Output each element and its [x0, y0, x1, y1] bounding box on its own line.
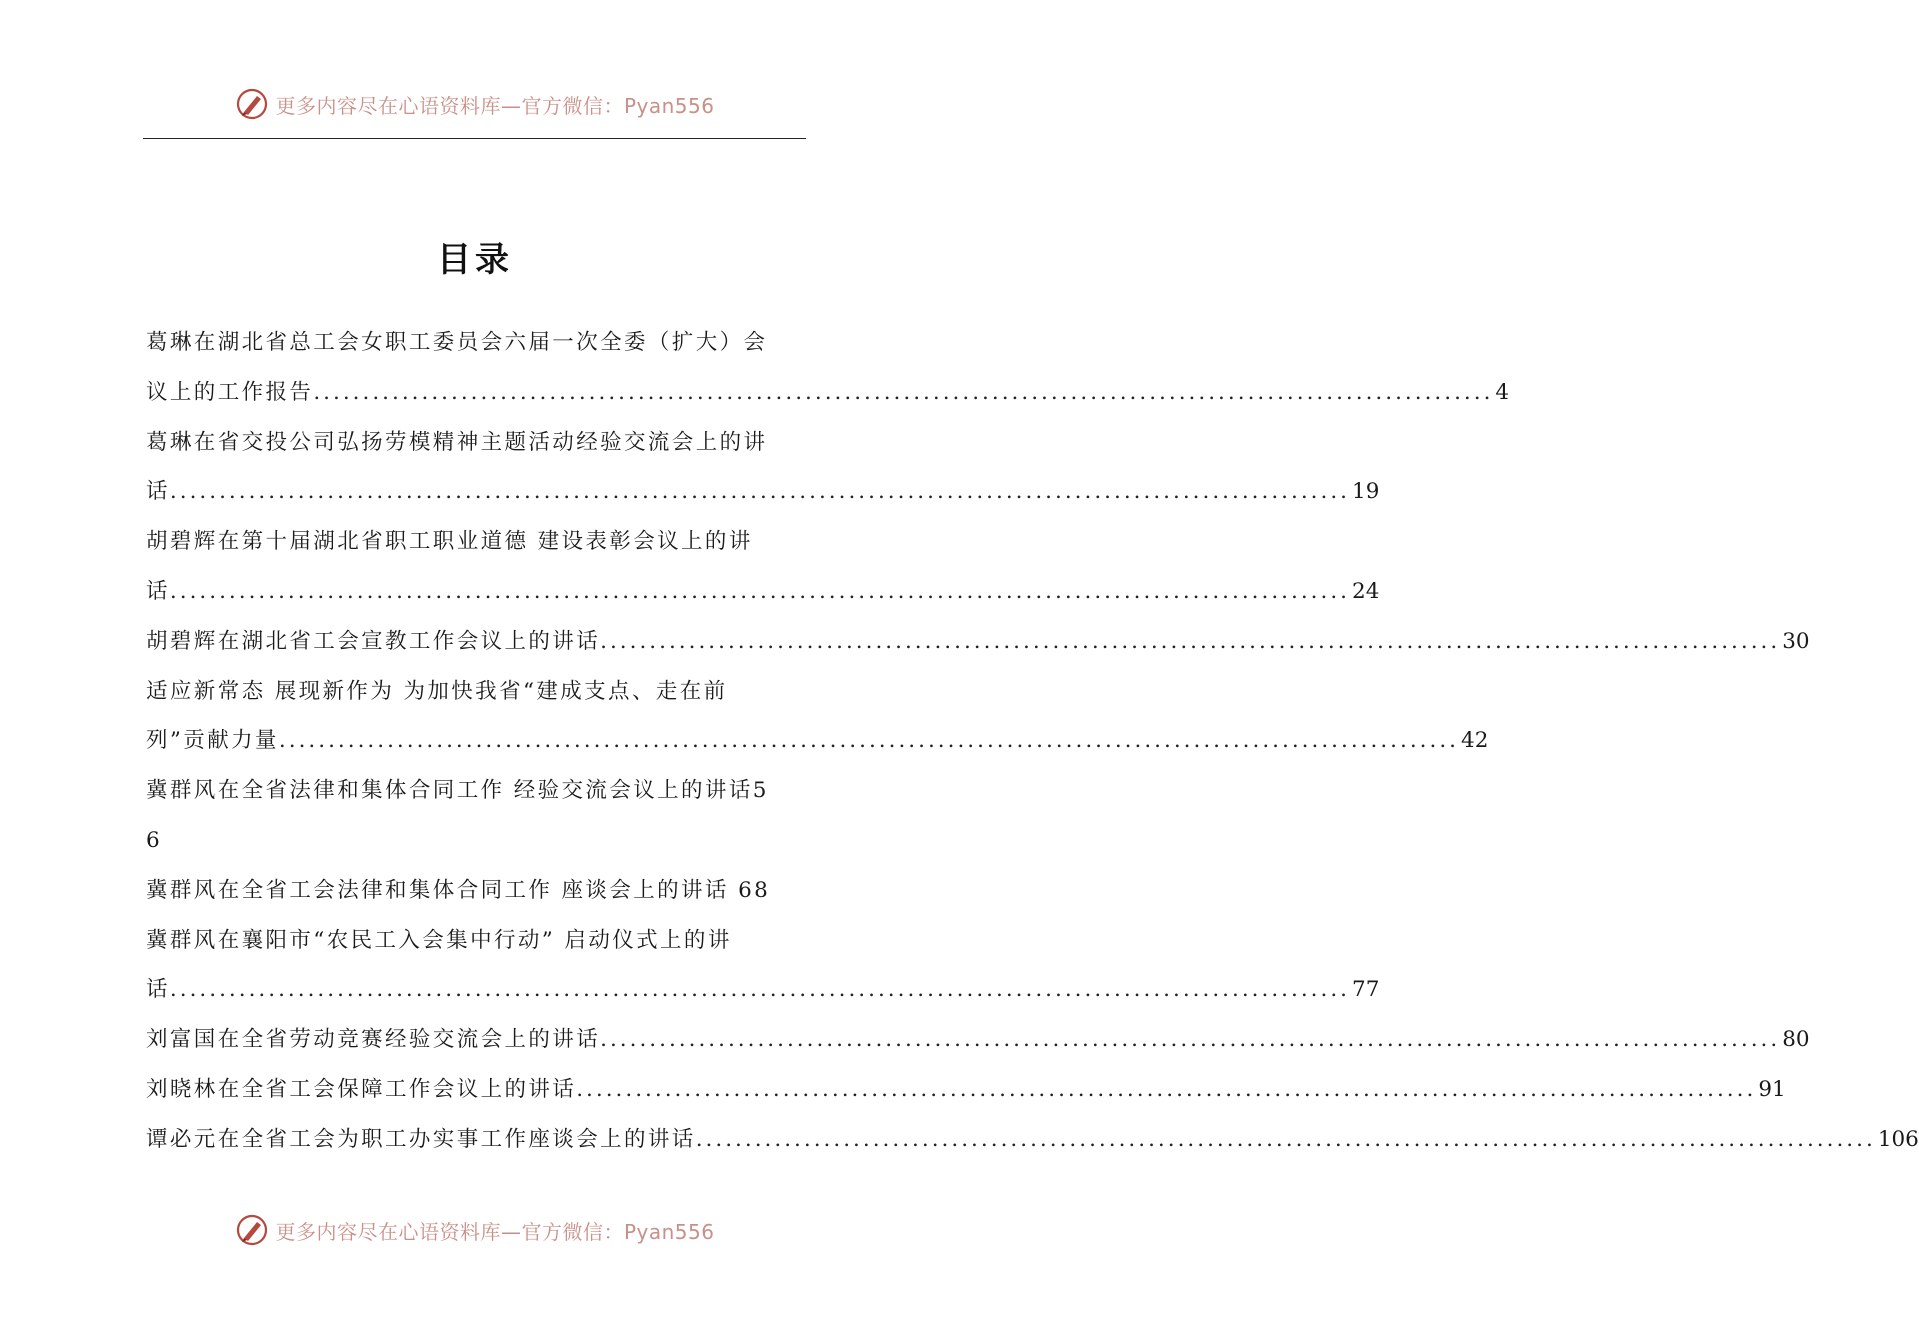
dot-leader: ........................................................................................................................: [576, 1076, 1757, 1102]
toc-entry-title: 适应新常态 展现新作为 为加快我省“建成支点、走在前: [146, 678, 728, 704]
dot-leader: ........................................................................................................................: [169, 479, 1351, 505]
dot-leader: ........................................................................................................................: [695, 1126, 1876, 1152]
toc-entry-title: 话: [146, 479, 170, 505]
toc-entry-title: 冀群风在襄阳市“农民工入会集中行动” 启动仪式上的讲: [146, 927, 732, 953]
toc-page-number: 77: [1352, 977, 1380, 1003]
toc-entry-title: 冀群风在全省法律和集体合同工作 经验交流会议上的讲话5: [146, 778, 769, 804]
dot-leader: ........................................................................................................................: [169, 977, 1351, 1003]
pen-logo-icon: [235, 87, 269, 121]
toc-entry-line[interactable]: [146, 916, 806, 966]
watermark-text: 更多内容尽在心语资料库—官方微信：Pyan556: [275, 93, 715, 118]
toc-entry-title: 议上的工作报告: [146, 379, 314, 405]
toc-entry-line[interactable]: [146, 1065, 1786, 1115]
watermark-banner-top: [0, 84, 950, 124]
toc-entry-title: 话: [146, 578, 170, 604]
toc-entry-line[interactable]: [146, 368, 1510, 418]
watermark-text: 更多内容尽在心语资料库—官方微信：Pyan556: [275, 1219, 715, 1244]
dot-leader: ........................................................................................................................: [313, 379, 1494, 405]
toc-entry-title: 6: [146, 827, 163, 853]
toc-entry-line[interactable]: [146, 567, 1380, 617]
toc-entry-title: 列”贡献力量: [146, 728, 279, 754]
toc-page-number: 30: [1782, 628, 1810, 654]
toc-entry-line[interactable]: [146, 965, 1380, 1015]
toc-entry-title: 葛琳在湖北省总工会女职工委员会六届一次全委（扩大）会: [146, 330, 768, 355]
toc-entry-title: 葛琳在省交投公司弘扬劳模精神主题活动经验交流会上的讲: [146, 429, 768, 455]
toc-page-number: 91: [1758, 1076, 1786, 1102]
toc-entry-line[interactable]: [146, 467, 1380, 517]
toc-page-number: 4: [1495, 379, 1510, 405]
toc-page-number: 80: [1782, 1027, 1810, 1053]
dot-leader: ........................................................................................................................: [600, 1027, 1781, 1053]
dot-leader: ........................................................................................................................: [600, 628, 1781, 654]
toc-entry-title: 胡碧辉在湖北省工会宣教工作会议上的讲话: [146, 628, 601, 654]
dot-leader: ........................................................................................................................: [169, 578, 1351, 604]
toc-entry-line[interactable]: [146, 716, 1489, 766]
toc-entry-line[interactable]: [146, 866, 806, 916]
header-divider: [143, 138, 806, 139]
toc-entry-title: 话: [146, 977, 170, 1003]
toc-page-number: 106: [1877, 1126, 1919, 1152]
toc-page-number: 24: [1352, 578, 1380, 604]
toc-entry-title: 谭必元在全省工会为职工办实事工作座谈会上的讲话: [146, 1126, 696, 1152]
toc-entry-line[interactable]: [146, 667, 806, 717]
toc-entry-title: 刘富国在全省劳动竞赛经验交流会上的讲话: [146, 1027, 601, 1053]
toc-entry-line[interactable]: [146, 1115, 1919, 1165]
toc-entry-line[interactable]: [146, 1015, 1810, 1065]
pen-logo-icon: [235, 1213, 269, 1247]
toc-entry-line[interactable]: [146, 617, 1810, 667]
table-of-contents: [146, 318, 1919, 1165]
watermark-banner-bottom: [0, 1210, 950, 1250]
toc-page-number: 42: [1461, 728, 1489, 754]
toc-page-number: 19: [1352, 479, 1380, 505]
toc-entry-title: 冀群风在全省工会法律和集体合同工作 座谈会上的讲话 68: [146, 877, 771, 903]
toc-entry-line[interactable]: [146, 517, 806, 567]
toc-entry-title: 刘晓林在全省工会保障工作会议上的讲话: [146, 1076, 577, 1102]
page-title: 目录: [437, 240, 513, 280]
toc-entry-line[interactable]: [146, 766, 806, 816]
dot-leader: ........................................................................................................................: [278, 728, 1460, 754]
toc-entry-title: 胡碧辉在第十届湖北省职工职业道德 建设表彰会议上的讲: [146, 529, 753, 555]
toc-entry-line[interactable]: [146, 418, 806, 468]
toc-entry-line[interactable]: [146, 318, 806, 368]
toc-entry-line[interactable]: [146, 816, 806, 866]
